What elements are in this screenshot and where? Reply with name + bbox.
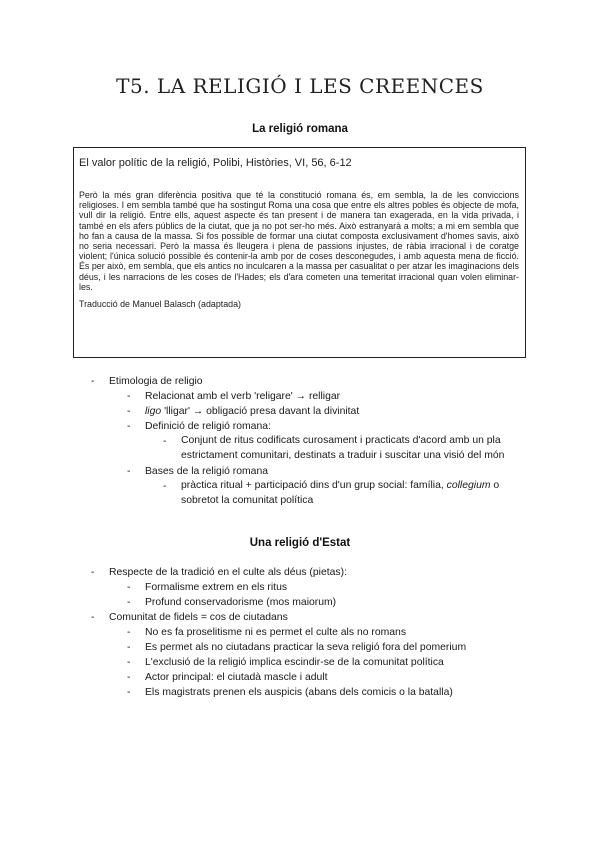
outline-item-main-actor: Actor principal: el ciutadà mascle i adult (145, 672, 328, 683)
bullet-dash: - (127, 672, 131, 683)
bullet-dash: - (127, 406, 131, 417)
section-title-state-religion: Una religió d'Estat (249, 537, 351, 549)
quote-heading: El valor polític de la religió, Polibi, Històries, VI, 56, 6-12 (79, 157, 352, 169)
outline-item-definition-text: Conjunt de ritus codificats curosament i practicats d'acord amb un pla estrictament comunitari, destinats a traduir i suscitar una visió del món (181, 435, 505, 461)
outline-item-definition: Definició de religió romana: (145, 421, 271, 432)
bullet-dash: - (127, 657, 131, 668)
outline-item-magistrates: Els magistrats prenen els auspicis (abans dels comicis o la batalla) (145, 687, 453, 698)
bullet-dash: - (127, 687, 131, 698)
quote-body: Però la més gran diferència positiva que té la constitució romana és, em sembla, la de les conviccions religioses. I em sembla també que ha sostingut Roma una cosa que entre els altres pobles és objecte de mofa, vull dir la religió. Entre ells, aquest aspecte és tan present i de manera tan exagerada, en la vida privada, i també en els afers públics de la ciutat, que ja no pot ser-ho més. Això estranyarà a molts; a mi em sembla que ho fan a causa de la massa. Si fos possible de formar una ciutat composta exclusivament d'homes savis, això no seria necessari. Però la massa és lleugera i plena de passions injustes, de ràbia irracional i de coratge violent; l'única solució possible és contenir-la amb por de coses desconegudes, i amb aquesta mena de ficció. És per això, em sembla, que els antics no inculcaren a la massa per casualitat o per atzar les imaginacions dels déus, i les narracions de les coses de l'Hades; els d'ara cometen una temeritat irracional quan volen eliminar-les. (79, 190, 519, 292)
bullet-dash: - (127, 627, 131, 638)
outline-item-ligo (145, 406, 359, 417)
bullet-dash: - (127, 466, 131, 477)
bullet-dash: - (91, 612, 95, 623)
outline-item-non-citizens: Es permet als no ciutadans practicar la seva religió fora del pomerium (145, 642, 467, 653)
quote-box (73, 147, 526, 358)
outline-item-community: Comunitat de fidels = cos de ciutadans (109, 612, 288, 623)
bullet-dash: - (91, 376, 95, 387)
ligo-word: ligo (145, 406, 162, 417)
outline-item-bases-text (181, 478, 531, 508)
outline-item-exclusion: L'exclusió de la religió implica escindir-se de la comunitat política (145, 657, 444, 668)
quote-credit: Traducció de Manuel Balasch (adaptada) (79, 299, 241, 310)
bullet-dash: - (127, 582, 131, 593)
bullet-dash: - (127, 642, 131, 653)
outline-item-bases: Bases de la religió romana (145, 466, 269, 477)
bullet-dash: - (91, 567, 95, 578)
outline-item-etymology: Etimologia de religio (109, 376, 203, 387)
bullet-dash: - (127, 597, 131, 608)
outline-item-formalism: Formalisme extrem en els ritus (145, 582, 288, 593)
bases-text-a: pràctica ritual + participació dins d'un grup social: família, (181, 480, 447, 491)
collegium-word: collegium (446, 480, 491, 491)
bullet-dash: - (163, 481, 167, 492)
section-title-roman-religion: La religió romana (252, 123, 348, 135)
outline-item-religare: Relacionat amb el verb 'religare' → relligar (145, 391, 341, 402)
bullet-dash: - (127, 391, 131, 402)
ligo-rest: 'lligar' → obligació presa davant la divinitat (161, 406, 360, 417)
bullet-dash: - (163, 436, 167, 447)
bullet-dash: - (127, 421, 131, 432)
outline-item-conservatism: Profund conservadorisme (mos maiorum) (145, 597, 337, 608)
outline-item-no-proselytism: No es fa proselitisme ni es permet el culte als no romans (145, 627, 407, 638)
outline-item-respect: Respecte de la tradició en el culte als déus (pietas): (109, 567, 347, 578)
bases-text-b: o sobretot la comunitat política (181, 480, 500, 506)
page-title: T5. LA RELIGIÓ I LES CREENCES (116, 74, 484, 98)
